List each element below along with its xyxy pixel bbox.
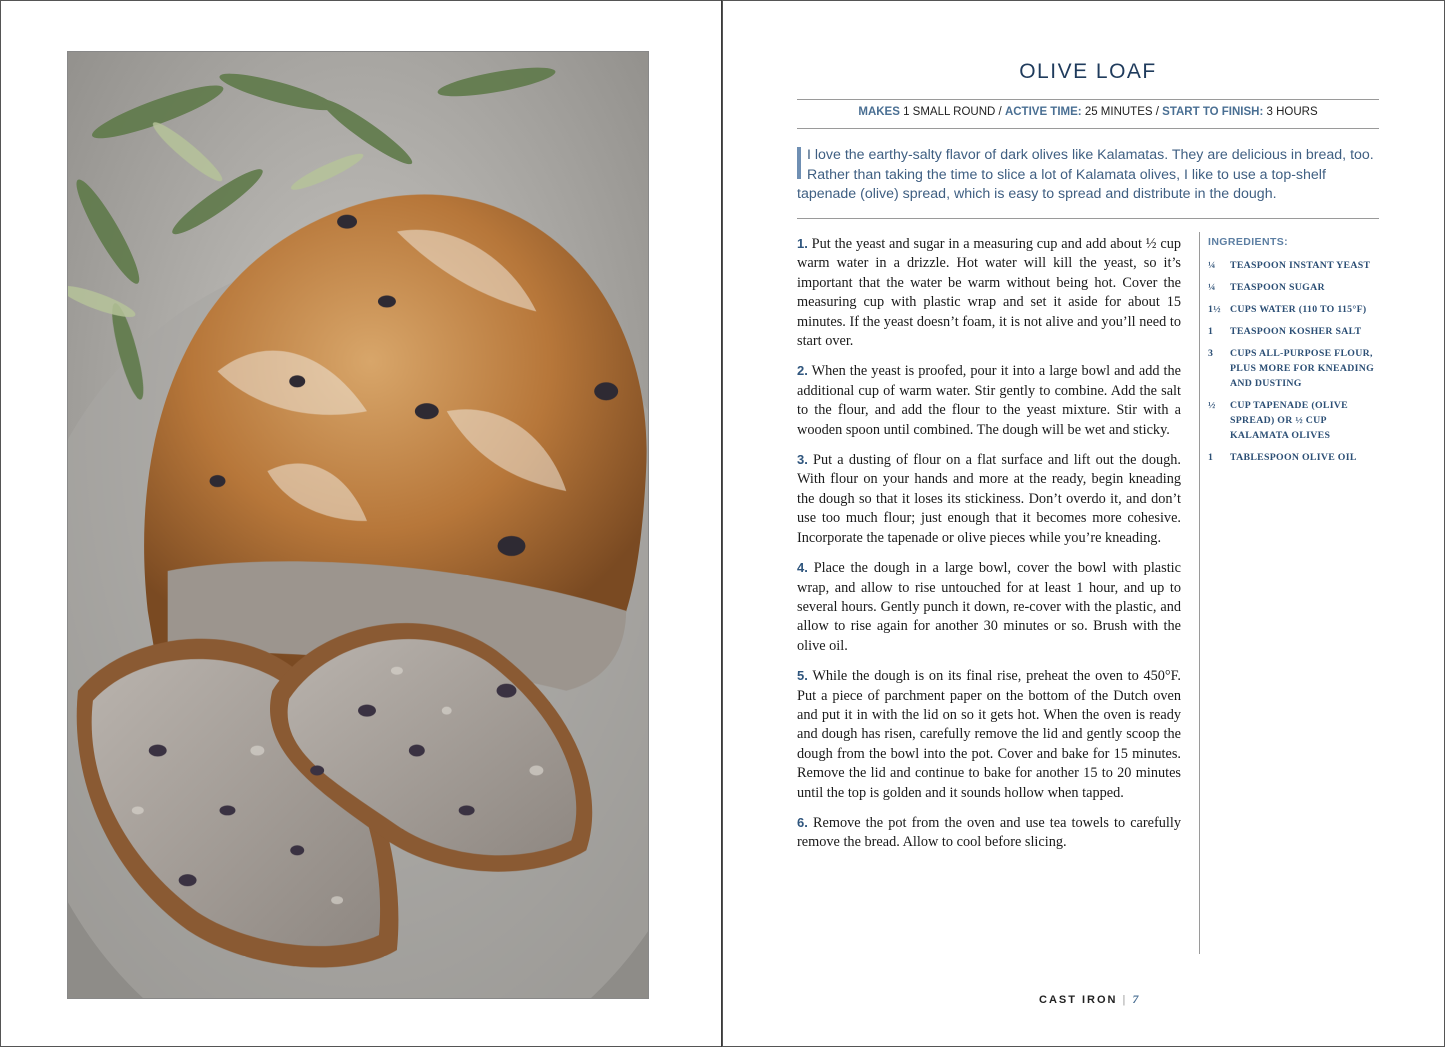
ingredient-qty: 1 bbox=[1208, 452, 1214, 463]
finish-time-label: START TO FINISH: bbox=[1162, 106, 1264, 118]
ingredients-list bbox=[1208, 236, 1380, 472]
step-item bbox=[797, 558, 1181, 656]
column-divider bbox=[1199, 232, 1200, 954]
recipe-intro bbox=[797, 146, 1381, 205]
page-footer bbox=[1039, 992, 1140, 1007]
meta-rule bbox=[797, 128, 1379, 129]
step-text: While the dough is on its final rise, preheat the oven to 450°F. Put a piece of parchment paper on the bottom of the Dutch oven and put it in with the lid on so it gets hot. When the oven is ready and dough has risen, carefully remove the lid and gently scoop the dough from the bowl into the pot. Cover and bake for 15 minutes. Remove the lid and continue to bake for another 15 to 20 minutes until the top is golden and it sounds hollow when tapped. bbox=[797, 668, 1181, 801]
ingredient-text: TABLESPOON OLIVE OIL bbox=[1230, 452, 1357, 463]
page-number: 7 bbox=[1132, 992, 1141, 1006]
step-number: 1. bbox=[797, 236, 808, 251]
intro-rule bbox=[797, 218, 1379, 219]
intro-text: I love the earthy-salty flavor of dark olives like Kalamatas. They are delicious in bread, too. Rather than taking the time to slice a lot of Kalamata olives, I like to use a top-shelf tapenade (olive) spread, which is easy to spread and distribute in the dough. bbox=[797, 147, 1374, 202]
ingredient-item bbox=[1208, 302, 1380, 317]
step-number: 5. bbox=[797, 668, 808, 684]
step-text: Put the yeast and sugar in a measuring cup and add about ½ cup warm water in a drizzle. Hot water will kill the yeast, so it’s important that the water be warm without being hot. Cover the measuring cup with plastic wrap and set it aside for about 15 minutes. If the yeast doesn’t foam, it is not alive and you’ll need to start over. bbox=[797, 236, 1181, 350]
bread-illustration bbox=[68, 52, 648, 998]
step-item bbox=[797, 666, 1181, 803]
ingredient-text: CUPS WATER (110 TO 115°F) bbox=[1230, 304, 1367, 315]
ingredient-qty: 1 bbox=[1208, 326, 1214, 337]
ingredient-qty: 3 bbox=[1208, 348, 1214, 359]
step-text: Place the dough in a large bowl, cover the bowl with plastic wrap, and allow to rise untouched for at least 1 hour, and up to several hours. Gently punch it down, re-cover with the plastic, and allow to rise again for another 30 minutes or so. Brush with the olive oil. bbox=[797, 560, 1181, 654]
ingredient-item bbox=[1208, 346, 1380, 391]
ingredient-qty: ½ bbox=[1208, 400, 1216, 411]
ingredient-text: TEASPOON KOSHER SALT bbox=[1230, 326, 1362, 337]
recipe-title: OLIVE LOAF bbox=[1019, 60, 1157, 83]
olive-loaf-photo bbox=[67, 51, 649, 999]
step-text: When the yeast is proofed, pour it into a large bowl and add the additional cup of warm water. Stir gently to combine. Add the salt to the flour, and add the flour to the yeast mixture. Stir with a wooden spoon until combined. The dough will be wet and sticky. bbox=[797, 363, 1181, 438]
recipe-steps bbox=[797, 234, 1181, 863]
step-item bbox=[797, 234, 1181, 351]
step-text: Put a dusting of flour on a flat surface and lift out the dough. With flour on your hands and more at the ready, begin kneading the dough so that it loses its stickiness. Don’t overdo it, and don’t use too much flour; just enough that it becomes more cohesive. Incorporate the tapenade or olive pieces while you’re kneading. bbox=[797, 452, 1181, 546]
drop-cap-bar bbox=[797, 147, 801, 179]
ingredient-text: TEASPOON SUGAR bbox=[1230, 282, 1325, 293]
ingredient-qty: ¼ bbox=[1208, 282, 1216, 293]
ingredient-qty: 1½ bbox=[1208, 304, 1221, 315]
book-title: CAST IRON bbox=[1039, 994, 1118, 1006]
step-number: 4. bbox=[797, 560, 808, 576]
finish-time-value: 3 HOURS bbox=[1266, 106, 1318, 118]
active-time-value: 25 MINUTES bbox=[1084, 106, 1153, 118]
step-item bbox=[797, 813, 1181, 853]
step-number: 6. bbox=[797, 814, 808, 830]
ingredient-qty: ¼ bbox=[1208, 260, 1216, 271]
ingredient-text: CUPS ALL-PURPOSE FLOUR, PLUS MORE FOR KNEADING AND DUSTING bbox=[1230, 348, 1375, 389]
makes-value: 1 SMALL ROUND bbox=[903, 106, 996, 118]
step-number: 3. bbox=[797, 452, 808, 468]
ingredient-item bbox=[1208, 280, 1380, 295]
recipe-meta: MAKES 1 SMALL ROUND / ACTIVE TIME: 25 MINUTES / START TO FINISH: 3 HOURS bbox=[858, 106, 1318, 118]
ingredient-item bbox=[1208, 324, 1380, 339]
ingredient-item bbox=[1208, 398, 1380, 443]
step-number: 2. bbox=[797, 363, 808, 379]
footer-separator: | bbox=[1122, 994, 1128, 1006]
makes-label: MAKES bbox=[858, 106, 900, 118]
ingredient-item bbox=[1208, 450, 1380, 465]
active-time-label: ACTIVE TIME: bbox=[1004, 106, 1082, 118]
ingredient-item bbox=[1208, 258, 1380, 273]
ingredients-heading: INGREDIENTS: bbox=[1208, 236, 1289, 248]
ingredient-text: CUP TAPENADE (OLIVE SPREAD) OR ½ CUP KALAMATA OLIVES bbox=[1230, 400, 1349, 441]
step-item bbox=[797, 361, 1181, 440]
left-page bbox=[0, 0, 722, 1047]
title-rule bbox=[797, 99, 1379, 100]
step-item bbox=[797, 450, 1181, 548]
ingredient-text: TEASPOON INSTANT YEAST bbox=[1230, 260, 1371, 271]
step-text: Remove the pot from the oven and use tea towels to carefully remove the bread. Allow to cool before slicing. bbox=[797, 814, 1181, 851]
